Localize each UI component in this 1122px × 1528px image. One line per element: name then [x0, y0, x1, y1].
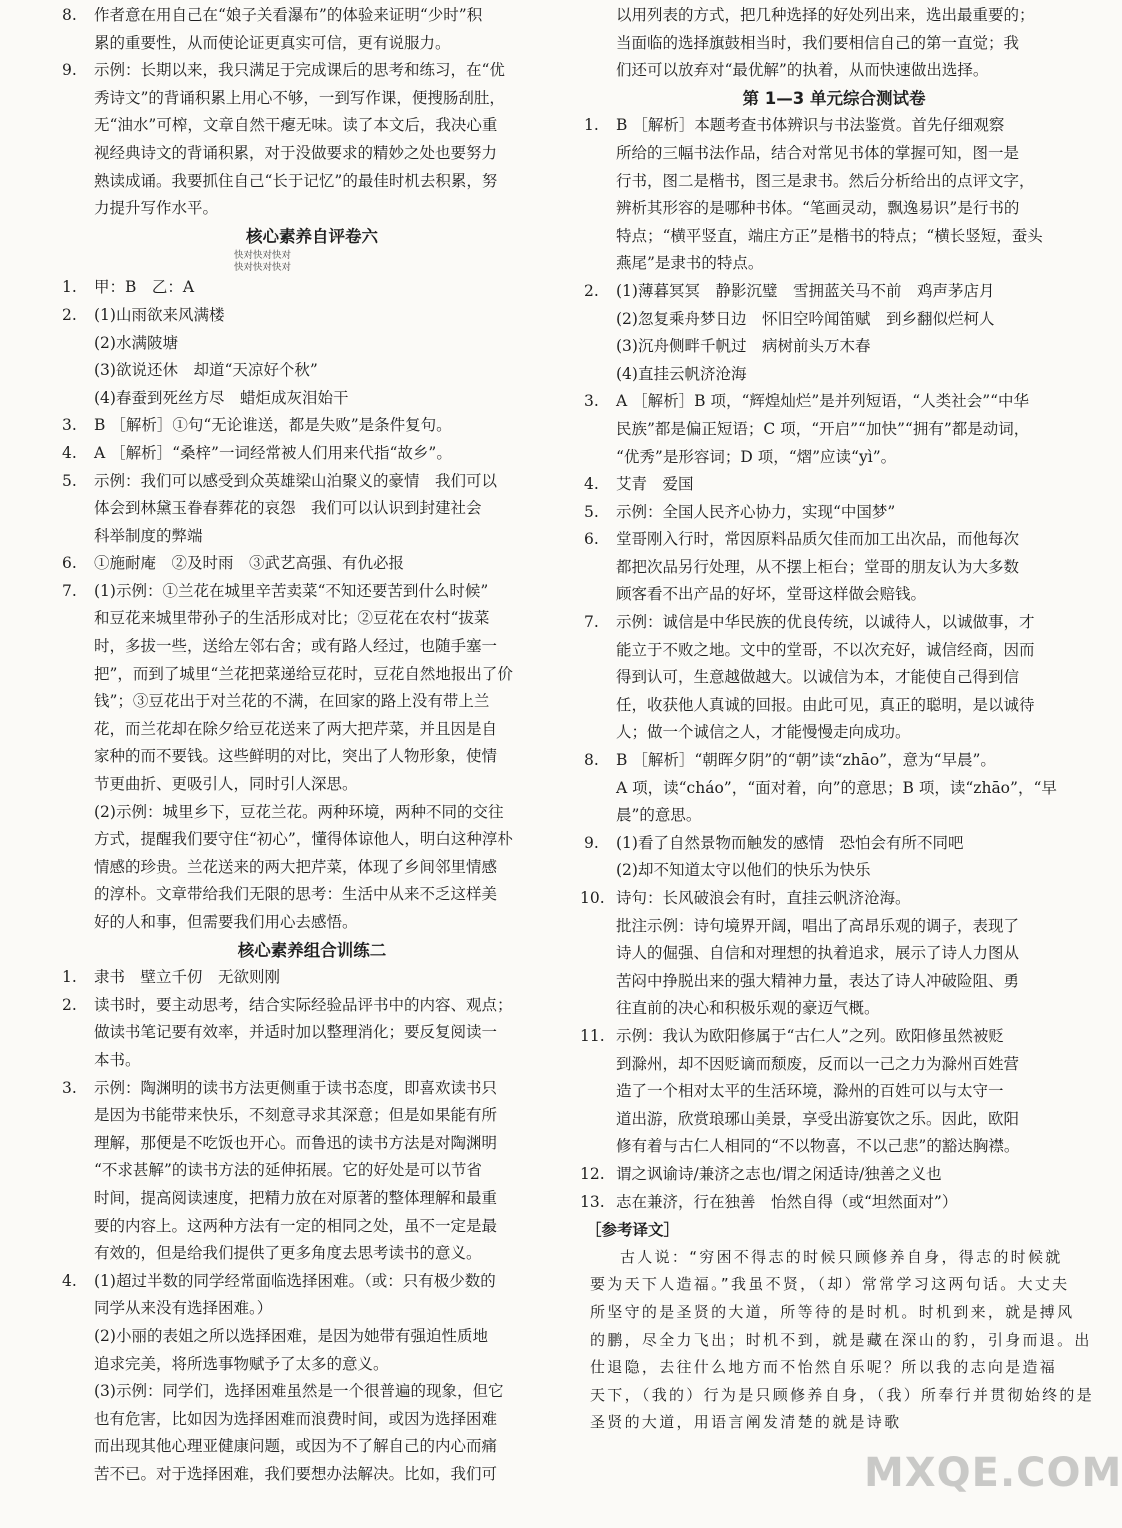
- answer-item: 3. B ［解析］①句“无论谁送，都是失败”是条件复句。: [62, 416, 452, 435]
- answer-item: 10. 诗句：长风破浪会有时，直挂云帆济沧海。 批注示例：诗句境界开阔，唱出了高昂乐观的调子，表现了 诗人的倔强、自信和对理想的执着追求，展示了诗人力图从 苦闷中挣脱出来的强大精神力量，表达了诗人冲破险阻、勇 往直前的决心和积极乐观的豪迈气概。: [580, 889, 1020, 1018]
- section-title: 核心素养自评卷六: [246, 226, 378, 246]
- answer-item: 3. A ［解析］B 项，“辉煌灿烂”是并列短语，“人类社会”“中华 民族”都是偏正短语；C 项，“开启”“加快”“拥有”都是动词， “优秀”是形容词；D 项，“熠”应读“yì”。: [584, 392, 1030, 466]
- answer-item: 4. 艾青 爱国: [584, 475, 694, 494]
- answer-item: 5. 示例：全国人民齐心协力，实现“中国梦”: [584, 502, 896, 521]
- section-title: 第 1—3 单元综合测试卷: [742, 88, 926, 108]
- answer-item: 1. 甲：B 乙：A: [62, 278, 195, 297]
- answer-item: 5. 示例：我们可以感受到众英雄梁山泊聚义的豪情 我们可以 体会到林黛玉眷春葬花的哀怨 我们可以认识到封建社会 科举制度的弊端: [62, 471, 498, 545]
- answer-item: 7. (1)示例：①兰花在城里辛苦卖菜“不知还要苦到什么时候” 和豆花来城里带孙子的生活形成对比；②豆花在农村“拔菜 时，多拔一些，送给左邻右舍；或有路人经过，也随手塞一 把”，而到了城里“兰花把菜递给豆花时，豆花自然地报出了价 钱”；③豆花出于对兰花的不满，在回家的路上没有带上兰 花，而兰花却在除夕给豆花送来了两大把芹菜，并且因是自 家种的而不要钱。这些鲜明的对比，突出了人物形象，使情 节更曲折、更吸引人，同时引人深思。 (2)示例：城里乡下，豆花兰花。两种环境，两种不同的交往 方式，提醒我们要守住“初心”，懂得体谅他人，明白这种淳朴 情感的珍贵。兰花送来的两大把芹菜，体现了乡间邻里情感 的淳朴。文章带给我们无限的思考：生活中从来不乏这样美 好的人和事，但需要我们用心去感悟。: [62, 581, 513, 931]
- answer-item: 4. A ［解析］“桑梓”一词经常被人们用来代指“故乡”。: [62, 443, 452, 462]
- reference-translation: 古人说：“穷困不得志的时候只顾修养自身，得志的时候就 要为天下人造福。”我虽不贤，（却）常常学习这两句话。大丈夫 所坚守的是圣贤的大道，所等待的是时机。时机到来，就是搏风 的鹏，尽全力飞出；时机不到，就是藏在深山的豹，引身而退。出 仕退隐，去往什么地方而不怡然自乐呢？所以我的志向是造福 天下，（我的）行为是只顾修养自身，（我）所奉行并贯彻始终的是 圣贤的大道，用语言阐发清楚的就是诗歌: [590, 1247, 1095, 1432]
- answer-item: 3. 示例：陶渊明的读书方法更侧重于读书态度，即喜欢读书只 是因为书能带来快乐，不刻意寻求其深意；但是如果能有所 理解，那便是不吃饭也开心。而鲁迅的读书方法是对陶渊明 “不求甚解”的读书方法的延伸拓展。它的好处是可以节省 时间，提高阅读速度，把精力放在对原著的整体理解和最重 要的内容上。这两种方法有一定的相同之处，虽不一定是最 有效的，但是给我们提供了更多角度去思考读书的意义。: [62, 1078, 498, 1263]
- answer-item: 1. B ［解析］本题考查书体辨识与书法鉴赏。首先仔细观察 所给的三幅书法作品，结合对常见书体的掌握可知，图一是 行书，图二是楷书，图三是隶书。然后分析给出的点评文字， 辨析其形容的是哪种书体。“笔画灵动，飘逸易识”是行书的 特点；“横平竖直，端庄方正”是楷书的特点；“横长竖短，蚕头 燕尾”是隶书的特点。: [584, 116, 1043, 273]
- answer-item: 8. B ［解析］“朝晖夕阴”的“朝”读“zhāo”，意为“早晨”。 A 项，读“cháo”，“面对着，向”的意思；B 项，读“zhāo”，“早 晨”的意思。: [584, 751, 1057, 825]
- answer-item: 12. 谓之讽谕诗/兼济之志也/谓之闲适诗/独善之义也: [580, 1164, 942, 1183]
- site-watermark: MXQE.COM: [864, 1450, 1122, 1496]
- section-title: 核心素养组合训练二: [237, 940, 387, 960]
- answer-item: 6. ①施耐庵 ②及时雨 ③武艺高强、有仇必报: [62, 554, 405, 573]
- answer-item: 1. 隶书 壁立千仞 无欲则刚: [62, 968, 281, 987]
- answer-item: 2. 读书时，要主动思考，结合实际经验品评书中的内容、观点； 做读书笔记要有效率，并适时加以整理消化；要反复阅读一 本书。: [62, 995, 513, 1069]
- answer-item: 2. (1)薄暮冥冥 静影沉璧 雪拥蓝关马不前 鸡声茅店月 (2)忽复乘舟梦日边 怀旧空吟闻笛赋 到乡翻似烂柯人 (3)沉舟侧畔千帆过 病树前头万木春 (4)直挂云帆济沧海: [584, 281, 995, 383]
- right-column: [580, 2, 1095, 1437]
- left-column: [62, 2, 556, 1488]
- answer-item: 4. (1)超过半数的同学经常面临选择困难。（或：只有极少数的 同学从来没有选择困难。） (2)小丽的表姐之所以选择困难，是因为她带有强迫性质地 追求完美，将所选事物赋予了太多的意义。 (3)示例：同学们，选择困难虽然是一个很普遍的现象，但它 也有危害，比如因为选择困难而浪费时间，或因为选择困难 而出现其他心理亚健康问题，或因为不了解自己的内心而痛 苦不已。对于选择困难，我们要想办法解决。比如，我们可: [62, 1271, 504, 1483]
- continued-text: 以用列表的方式，把几种选择的好处列出来，选出最重要的； 当面临的选择旗鼓相当时，我们要相信自己的第一直觉；我 们还可以放弃对“最优解”的执着，从而快速做出选择。: [616, 6, 1035, 80]
- answer-item: 7. 示例：诚信是中华民族的优良传统，以诚待人，以诚做事，才 能立于不败之地。文中的堂哥，不以次充好，诚信经商，因而 得到认可，生意越做越大。以诚信为本，才能使自己得到信 任，收获他人真诚的回报。由此可见，真正的聪明，是以诚待 人；做一个诚信之人，才能慢慢走向成功。: [584, 613, 1035, 742]
- reference-translation-title: ［参考译文］: [586, 1220, 680, 1240]
- answer-item: 6. 堂哥刚入行时，常因原料品质欠佳而加工出次品，而他每次 都把次品另行处理，从不摆上柜台；堂哥的朋友认为大多数 顾客看不出产品的好坏，堂哥这样做会赔钱。: [584, 530, 1020, 604]
- item-number: 9.: [62, 61, 77, 80]
- answer-item: 11. 示例：我认为欧阳修属于“古仁人”之列。欧阳修虽然被贬 到滁州，却不因贬谪而颓废，反而以一己之力为滁州百姓营 造了一个相对太平的生活环境，滁州的百姓可以与太守一 道出游，欣赏琅琊山美景，享受出游宴饮之乐。因此，欧阳 修有着与古仁人相同的“不以物喜，不以己悲”的豁达胸襟。: [580, 1026, 1020, 1156]
- item-number: 8.: [62, 6, 77, 24]
- answer-item: 2. (1)山雨欲来风满楼 (2)水满陂塘 (3)欲说还休 却道“天凉好个秋” (4)春蚕到死丝方尽 蜡炬成灰泪始干: [62, 305, 349, 407]
- answer-item: 9. (1)看了自然景物而触发的感情 恐怕会有所不同吧 (2)却不知道太守以他们的快乐为快乐: [584, 833, 964, 880]
- answer-item: 13. 志在兼济，行在独善 怡然自得（或“坦然面对”）: [580, 1192, 958, 1211]
- answer-item: 9. 示例：长期以来，我只满足于完成课后的思考和练习，在“优 秀诗文”的背诵积累上用心不够，一到写作课，便搜肠刮肚， 无“油水”可榨，文章自然干瘪无味。读了本文后，我决心重 视经典诗文的背诵积累，对于没做要求的精妙之处也要努力 熟读成诵。我要抓住自己“长于记忆”的最佳时机去积累，努 力提升写作水平。: [68, 57, 556, 223]
- tiny-watermark-text: 快对快对快对 快对快对快对: [234, 250, 292, 274]
- answer-item: 8. 作者意在用自己在“娘子关看瀑布”的体验来证明“少时”积 累的重要性，从而使论证更真实可信，更有说服力。: [68, 2, 556, 57]
